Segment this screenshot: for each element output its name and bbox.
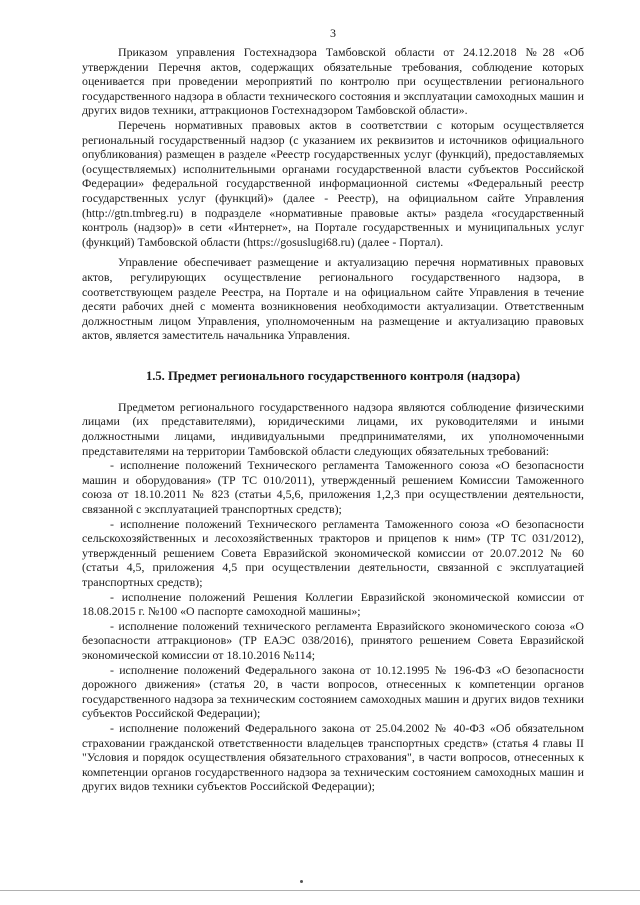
section-heading: 1.5. Предмет регионального государственного контроля (надзора) xyxy=(145,368,521,383)
paragraph-subject-intro: Предметом регионального государственного надзора являются соблюдение физическими лицами (их представителями), юридическими лицами, их руководителями и иными должностными лицами, индивидуальными предпринимателями, их уполномоченными представителями на территории Тамбовской области следующих обязательных требований: xyxy=(82,399,584,458)
page-number: 3 xyxy=(330,26,336,40)
list-item: - исполнение положений Федерального закона от 10.12.1995 № 196-ФЗ «О безопасности дорожного движения» (статья 20, в части вопросов, отнесенных к компетенции органов государственного надзора за техническим состоянием самоходных машин и других видов техники субъектов Российской Федерации); xyxy=(82,662,584,721)
list-item: - исполнение положений технического регламента Евразийского экономического союза «О безопасности аттракционов» (ТР ЕАЭС 038/2016), принятого решением Совета Евразийской экономической комиссии от 18.10.2016 №114; xyxy=(82,618,584,662)
list-item: - исполнение положений Решения Коллегии Евразийской экономической комиссии от 18.08.2015 г. №100 «О паспорте самоходной машины»; xyxy=(82,589,584,619)
list-item: - исполнение положений Федерального закона от 25.04.2002 № 40-ФЗ «Об обязательном страховании гражданской ответственности владельцев транспортных средств» (статья 4 главы II "Условия и порядок осуществления обязательного страхования", в части вопросов, отнесенных к компетенции органов государственного надзора за техническим состоянием самоходных машин и других видов техники субъектов Российской Федерации); xyxy=(82,720,584,794)
list-item: - исполнение положений Технического регламента Таможенного союза «О безопасности машин и оборудования» (ТР ТС 010/2011), утвержденный решением Комиссии Таможенного союза от 18.10.2011 № 823 (статьи 4,5,6, приложения 1,2,3 при осуществлении деятельности, связанной с эксплуатацией транспортных средств); xyxy=(82,458,584,517)
footer-divider xyxy=(0,890,640,891)
paragraph-legal-acts-list: Перечень нормативных правовых актов в соответствии с которым осуществляется региональный государственный надзор (с указанием их реквизитов и источников официального опубликования) размещен в разделе «Реестр государственных услуг (функций), предоставляемых (осуществляемых) исполнительными органами государственной власти субъектов Российской Федерации» федеральной государственной информационной системы «Федеральный реестр государственных услуг (функций)» (далее - Реестр), на официальном сайте Управления (http://gtn.tmbreg.ru) в подразделе «нормативные правовые акты» раздела «государственный контроль (надзор)» в сети «Интернет», на Портале государственных и муниципальных услуг (функций) Тамбовской области (https://gosuslugi68.ru) (далее - Портал). xyxy=(82,117,584,249)
list-item: - исполнение положений Технического регламента Таможенного союза «О безопасности сельскохозяйственных и лесохозяйственных тракторов и прицепов к ним» (ТР ТС 031/2012), утвержденный решением Совета Евразийской экономической комиссии от 20.07.2012 № 60 (статьи 4,5, приложения 4,5 при осуществлении деятельности, связанной с эксплуатацией транспортных средств); xyxy=(82,516,584,589)
paragraph-order-reference: Приказом управления Гостехнадзора Тамбовской области от 24.12.2018 №28 «Об утверждении Перечня актов, содержащих обязательные требования, соблюдение которых оценивается при проведении мероприятий по контролю при осуществлении регионального государственного надзора в области технического состояния и эксплуатации самоходных машин и других видов техники, аттракционов Гостехнадзором Тамбовской области». xyxy=(82,45,584,118)
paragraph-actualization: Управление обеспечивает размещение и актуализацию перечня нормативных правовых актов, регулирующих осуществление регионального государственного надзора, в соответствующем разделе Реестра, на Портале и на официальном сайте Управления в течение десяти рабочих дней с момента возникновения необходимости актуализации. Ответственным должностным лицом Управления, уполномоченным на размещение и актуализацию правовых актов, является заместитель начальника Управления. xyxy=(82,255,584,343)
scan-mark xyxy=(300,880,303,883)
